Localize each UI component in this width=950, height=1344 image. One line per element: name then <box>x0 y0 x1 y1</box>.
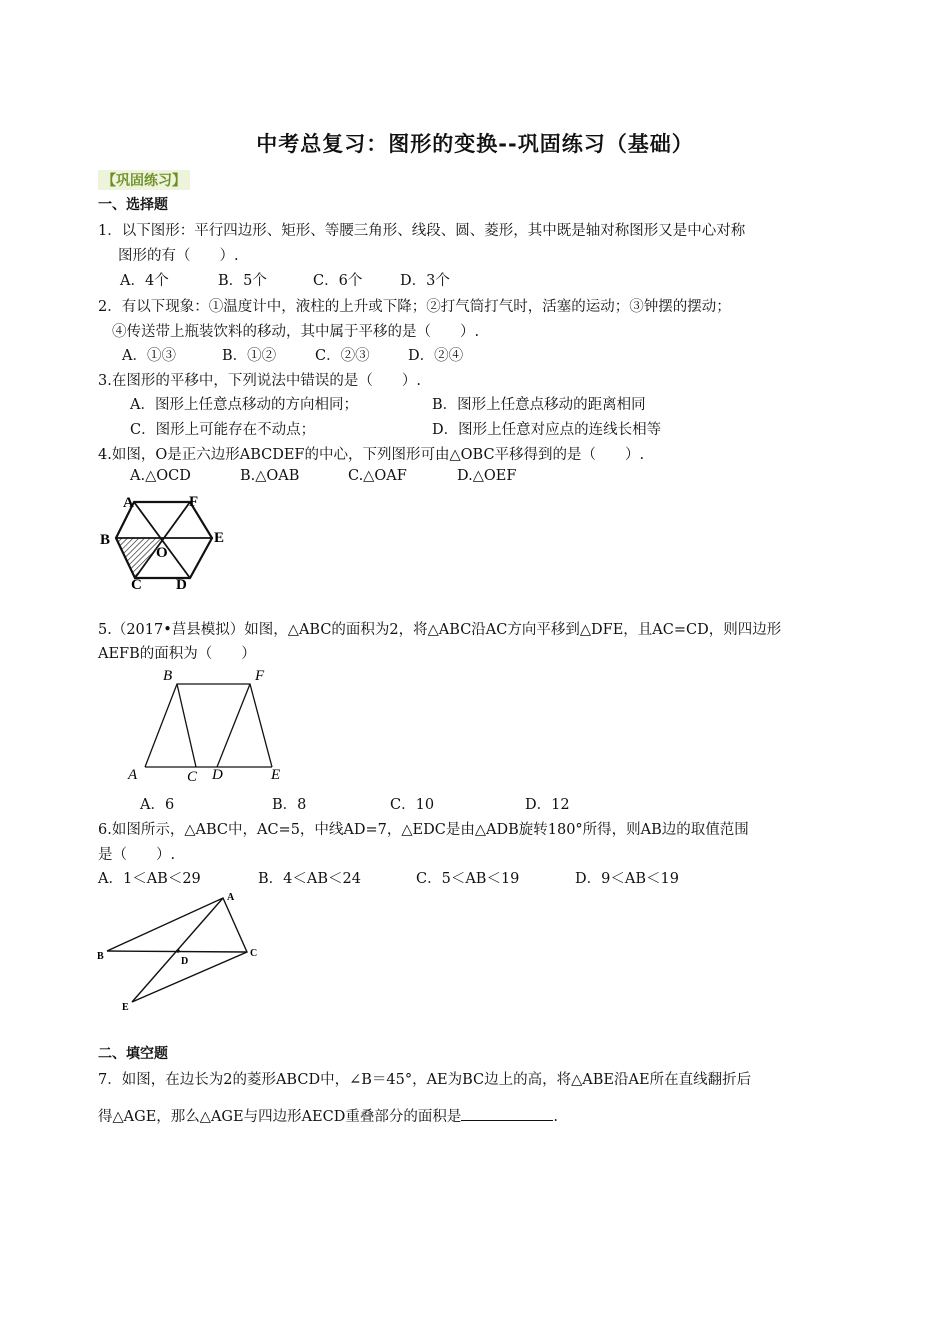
q7-text-cont <box>98 1105 558 1126</box>
trap-label-a: A <box>128 767 138 783</box>
hex-label-e: E <box>214 530 225 546</box>
hex-label-d: D <box>176 577 187 593</box>
rot-label-a: A <box>227 892 235 903</box>
q4-option-c: C.△OAF <box>348 468 407 484</box>
section-tag: 【巩固练习】 <box>98 170 190 190</box>
q6-text: 6.如图所示，△ABC中，AC=5，中线AD=7，△EDC是由△ADB旋转180°所得，则AB边的取值范围 <box>98 822 749 838</box>
q4-option-d: D.△OEF <box>457 468 517 484</box>
q7-answer-blank[interactable] <box>461 1106 553 1121</box>
q6-option-c: C．5＜AB＜19 <box>416 871 520 887</box>
q1-option-b: B．5个 <box>218 273 267 289</box>
q2-option-b: B．①② <box>222 348 277 364</box>
trapezoid-figure <box>120 662 295 784</box>
q6-text-cont: 是（ ）. <box>98 847 176 863</box>
q5-option-a: A．6 <box>140 797 175 813</box>
q4-option-a: A.△OCD <box>130 468 191 484</box>
q2-text: 2．有以下现象：①温度计中，液柱的上升或下降；②打气筒打气时，活塞的运动；③钟摆的摆动； <box>98 299 731 315</box>
trap-label-b: B <box>163 668 173 684</box>
hex-label-b: B <box>100 532 111 548</box>
hex-label-a: A <box>123 495 134 511</box>
hex-label-o: O <box>156 545 168 561</box>
q3-option-b: B．图形上任意点移动的距离相同 <box>432 397 646 413</box>
page-title: 中考总复习：图形的变换--巩固练习（基础） <box>256 132 694 156</box>
trap-label-e: E <box>271 767 281 783</box>
trap-label-c: C <box>187 769 198 784</box>
q3-text: 3.在图形的平移中，下列说法中错误的是（ ）. <box>98 373 421 389</box>
q1-text-cont: 图形的有（ ）. <box>118 248 239 264</box>
section-heading-choice: 一、选择题 <box>98 197 168 213</box>
q2-option-c: C．②③ <box>315 348 370 364</box>
hexagon-figure <box>96 490 236 595</box>
rot-label-c: C <box>250 948 258 959</box>
q2-option-d: D．②④ <box>408 348 464 364</box>
q3-option-a: A．图形上任意点移动的方向相同； <box>130 397 358 413</box>
q1-option-c: C．6个 <box>313 273 363 289</box>
q5-text-cont: AEFB的面积为（ ） <box>98 646 256 662</box>
q2-text-cont: ④传送带上瓶装饮料的移动，其中属于平移的是（ ）. <box>112 324 480 340</box>
q4-text: 4.如图，O是正六边形ABCDEF的中心，下列图形可由△OBC平移得到的是（ ）. <box>98 447 645 463</box>
trap-label-d: D <box>212 767 223 783</box>
q5-text: 5.（2017•莒县模拟）如图，△ABC的面积为2，将△ABC沿AC方向平移到△DFE，且AC=CD，则四边形 <box>98 622 782 638</box>
q7-text: 7．如图，在边长为2的菱形ABCD中，∠B＝45°，AE为BC边上的高，将△ABE沿AE所在直线翻折后 <box>98 1072 752 1088</box>
hex-label-f: F <box>189 494 199 510</box>
q2-option-a: A．①③ <box>122 348 176 364</box>
q7-text-end: . <box>553 1109 558 1125</box>
q3-option-c: C．图形上可能存在不动点； <box>130 422 316 438</box>
q5-option-d: D．12 <box>525 797 570 813</box>
rot-label-b: B <box>97 951 104 962</box>
q7-text-before-blank: 得△AGE，那么△AGE与四边形AECD重叠部分的面积是 <box>98 1109 462 1125</box>
q6-option-d: D．9＜AB＜19 <box>575 871 679 887</box>
hex-label-c: C <box>131 577 142 593</box>
trap-label-f: F <box>255 668 265 684</box>
q3-option-d: D．图形上任意对应点的连线长相等 <box>432 422 662 438</box>
q6-option-b: B．4＜AB＜24 <box>258 871 361 887</box>
q4-option-b: B.△OAB <box>240 468 300 484</box>
rot-label-d: D <box>181 956 189 967</box>
section-heading-fill: 二、填空题 <box>98 1046 168 1062</box>
triangle-rotation-figure <box>92 886 267 1016</box>
q6-option-a: A．1＜AB＜29 <box>98 871 201 887</box>
q1-text: 1．以下图形：平行四边形、矩形、等腰三角形、线段、圆、菱形，其中既是轴对称图形又是中心对称 <box>98 223 746 239</box>
rot-label-e: E <box>122 1002 129 1013</box>
q1-option-a: A．4个 <box>120 273 169 289</box>
q5-option-c: C．10 <box>390 797 435 813</box>
q5-option-b: B．8 <box>272 797 307 813</box>
q1-option-d: D．3个 <box>400 273 450 289</box>
